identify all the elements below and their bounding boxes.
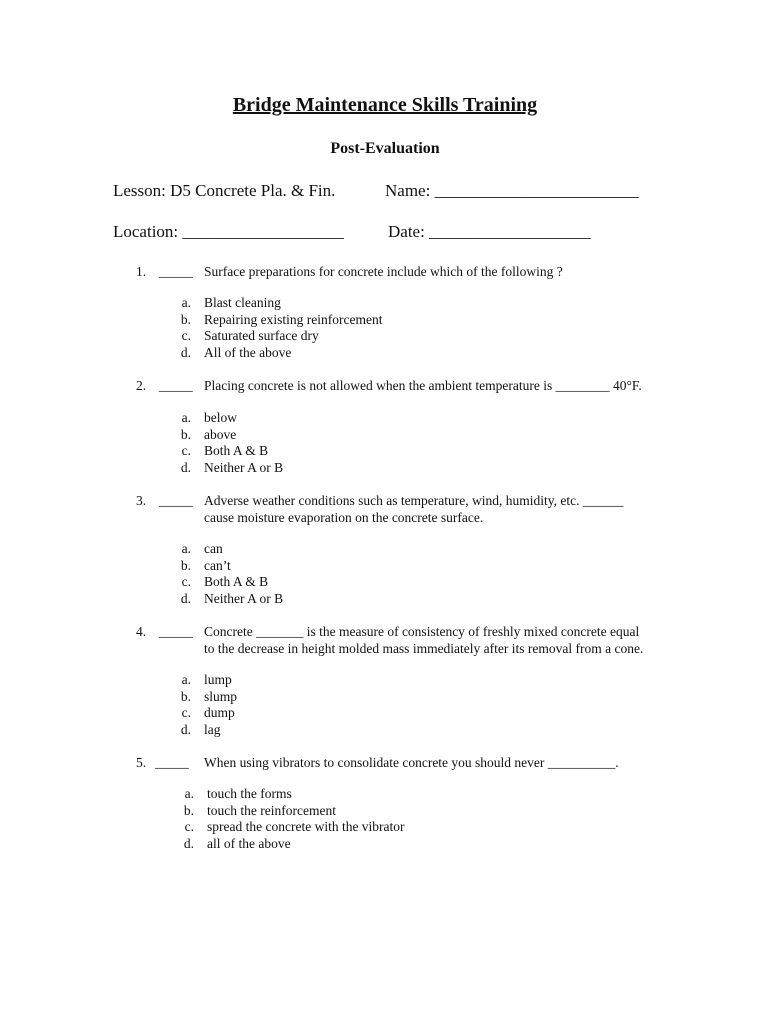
option-d xyxy=(180,590,284,608)
question-number: 3. xyxy=(136,493,147,508)
option-letter: d. xyxy=(180,459,191,475)
option-text: Both A & B xyxy=(204,574,269,589)
question-text-line: cause moisture evaporation on the concrete surface. xyxy=(204,509,484,525)
option-a xyxy=(181,410,283,427)
option-list xyxy=(180,410,284,476)
option-text: above xyxy=(204,426,237,442)
option-text: touch the forms xyxy=(207,786,292,801)
option-letter: a. xyxy=(181,672,191,687)
option-letter: a. xyxy=(184,786,194,801)
answer-blank[interactable]: _____ xyxy=(159,493,193,508)
option-text: dump xyxy=(204,705,235,720)
option-c xyxy=(181,443,283,460)
question-text: Placing concrete is not allowed when the ambient temperature is ________ 40°F. xyxy=(204,378,642,393)
option-letter: b. xyxy=(180,557,191,573)
document-subtitle: Post-Evaluation xyxy=(330,140,440,157)
option-letter: d. xyxy=(180,590,191,606)
option-list xyxy=(183,786,405,852)
option-c xyxy=(181,574,283,591)
date-field[interactable]: Date: ___________________ xyxy=(388,222,591,241)
name-field[interactable]: Name: ________________________ xyxy=(385,181,639,200)
option-text: Blast cleaning xyxy=(204,295,281,310)
option-letter: a. xyxy=(181,541,191,556)
option-letter: c. xyxy=(181,574,191,589)
option-letter: a. xyxy=(181,295,191,310)
answer-blank[interactable]: _____ xyxy=(159,378,193,393)
answer-blank[interactable]: _____ xyxy=(159,264,193,279)
location-field[interactable]: Location: ___________________ xyxy=(113,222,344,241)
question-text-line: to the decrease in height molded mass immediately after its removal from a cone. xyxy=(204,640,644,656)
question-text: Surface preparations for concrete include which of the following ? xyxy=(204,264,563,279)
answer-blank[interactable]: _____ xyxy=(159,624,193,639)
option-text: touch the reinforcement xyxy=(207,802,336,818)
option-letter: c. xyxy=(181,705,191,720)
option-list xyxy=(180,672,238,738)
option-d xyxy=(180,459,284,477)
option-letter: c. xyxy=(184,819,194,834)
option-d xyxy=(180,344,382,362)
question-number: 4. xyxy=(136,624,147,639)
option-text: Saturated surface dry xyxy=(204,328,319,343)
question-number: 2. xyxy=(136,378,147,393)
option-c xyxy=(181,705,237,722)
option-text: lag xyxy=(204,721,221,737)
option-b xyxy=(183,802,405,820)
option-letter: d. xyxy=(180,721,191,737)
option-a xyxy=(181,295,382,312)
option-text: Neither A or B xyxy=(204,590,284,606)
option-d xyxy=(180,721,237,739)
option-text: All of the above xyxy=(204,344,292,360)
answer-blank[interactable]: _____ xyxy=(155,755,189,770)
option-letter: c. xyxy=(181,443,191,458)
option-text: can xyxy=(204,541,223,556)
option-text: Both A & B xyxy=(204,443,269,458)
option-d xyxy=(183,835,405,853)
option-a xyxy=(181,672,237,689)
option-text: all of the above xyxy=(207,835,291,851)
question-number: 1. xyxy=(136,264,147,279)
document-title: Bridge Maintenance Skills Training xyxy=(232,94,538,116)
option-letter: a. xyxy=(181,410,191,425)
option-letter: d. xyxy=(180,344,191,360)
question-number: 5. xyxy=(136,755,147,770)
option-b xyxy=(180,557,283,575)
question-text: When using vibrators to consolidate concrete you should never __________. xyxy=(204,755,619,770)
option-list xyxy=(180,541,284,607)
option-list xyxy=(180,295,383,361)
option-letter: c. xyxy=(181,328,191,343)
option-letter: b. xyxy=(180,688,191,704)
question-text xyxy=(204,624,643,657)
option-b xyxy=(180,311,383,329)
option-letter: b. xyxy=(183,802,194,818)
lesson-field: Lesson: D5 Concrete Pla. & Fin. xyxy=(113,181,336,200)
option-text: Neither A or B xyxy=(204,459,284,475)
option-a xyxy=(184,786,405,803)
option-b xyxy=(180,426,283,444)
option-text: can’t xyxy=(204,557,231,573)
question-text-line: Concrete _______ is the measure of consistency of freshly mixed concrete equal xyxy=(204,624,640,639)
option-a xyxy=(181,541,283,558)
option-text: below xyxy=(204,410,237,425)
option-text: lump xyxy=(204,672,232,687)
option-c xyxy=(181,328,382,345)
question-text xyxy=(204,493,623,526)
option-text: spread the concrete with the vibrator xyxy=(207,819,405,834)
question-text-line: Adverse weather conditions such as temperature, wind, humidity, etc. ______ xyxy=(204,493,624,508)
option-text: slump xyxy=(204,688,238,704)
option-letter: b. xyxy=(180,311,191,327)
option-c xyxy=(184,819,405,836)
option-letter: d. xyxy=(183,835,194,851)
option-letter: b. xyxy=(180,426,191,442)
option-text: Repairing existing reinforcement xyxy=(204,311,383,327)
option-b xyxy=(180,688,238,706)
